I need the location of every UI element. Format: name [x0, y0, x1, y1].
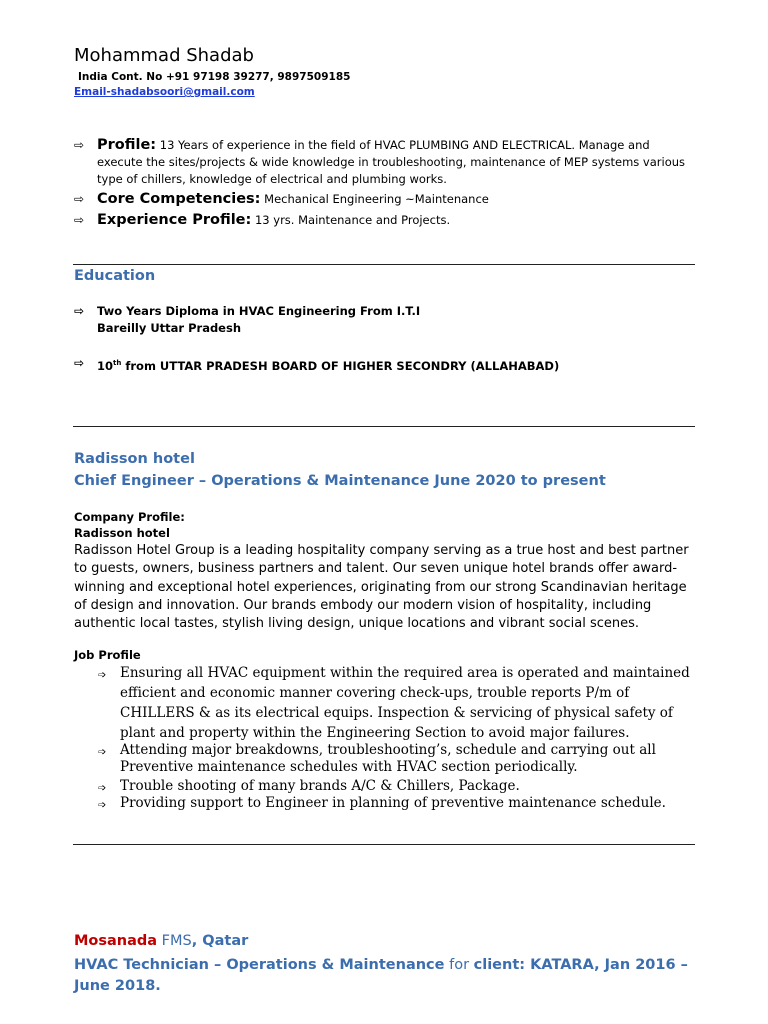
candidate-name: Mohammad Shadab: [74, 45, 254, 66]
arrow-bullet-icon: ⇨: [74, 356, 85, 370]
education-line: Bareilly Uttar Pradesh: [97, 321, 242, 335]
profile-label: Profile:: [97, 137, 157, 153]
company-name: Radisson hotel: [74, 526, 170, 540]
duty-text: Trouble shooting of many brands A/C & Chillers, Package.: [120, 778, 520, 794]
arrow-bullet-icon: ⇨: [74, 213, 85, 227]
arrow-bullet-icon: ⇨: [74, 304, 85, 318]
duty-text: Providing support to Engineer in planning of preventive maintenance schedule.: [120, 795, 666, 811]
experience-text: 13 yrs. Maintenance and Projects.: [254, 213, 451, 227]
education-heading: Education: [74, 268, 156, 284]
job1-title: Chief Engineer – Operations & Maintenance June 2020 to present: [74, 473, 606, 489]
core-competencies-text: Mechanical Engineering ~Maintenance: [264, 192, 489, 206]
experience-label: Experience Profile:: [97, 212, 252, 228]
education-board: from UTTAR PRADESH BOARD OF HIGHER SECONDRY (ALLAHABAD): [121, 358, 560, 373]
core-competencies-label: Core Competencies:: [97, 191, 261, 207]
job2-for: for: [444, 957, 474, 973]
job2-title: [74, 955, 694, 997]
summary-profile: [74, 137, 698, 188]
contact-number: India Cont. No +91 97198 39277, 9897509185: [78, 71, 351, 83]
job2-role: HVAC Technician – Operations & Maintenance: [74, 957, 445, 973]
duty-text: Ensuring all HVAC equipment within the required area is operated and maintained efficient and economic manner covering check-ups, trouble reports P/m of CHILLERS & as its electrical equips. Inspection & servicing of physical safety of plant and property within the Engineering Section to avoid major failures.: [120, 665, 690, 741]
job2-company: [74, 933, 248, 949]
email-link[interactable]: Email-shadabsoori@gmail.com: [74, 86, 255, 98]
arrow-bullet-icon: ➩: [98, 800, 107, 811]
arrow-bullet-icon: ➩: [98, 747, 107, 758]
company-profile-label: Company Profile:: [74, 510, 185, 524]
job2-company-rest: FMS: [157, 933, 192, 949]
divider: [73, 426, 695, 427]
duty-text: Attending major breakdowns, troubleshooting’s, schedule and carrying out all Preventive maintenance schedules with HVAC section periodically.: [120, 742, 656, 775]
education-grade-sup: th: [113, 359, 122, 367]
job2-client: client: KATARA, Jan 2016 – June 2018.: [74, 957, 688, 994]
education-item: [74, 355, 698, 375]
summary-experience: [74, 212, 698, 229]
divider: [73, 264, 695, 265]
divider: [73, 844, 695, 845]
job1-company: Radisson hotel: [74, 451, 195, 467]
education-item: [74, 303, 698, 337]
education-grade: 10: [97, 358, 114, 373]
education-line: Two Years Diploma in HVAC Engineering From I.T.I: [97, 304, 421, 318]
arrow-bullet-icon: ➩: [98, 670, 107, 681]
duty-item: [98, 795, 698, 812]
profile-text: 13 Years of experience in the field of HVAC PLUMBING AND ELECTRICAL. Manage and execute the sites/projects & wide knowledge in troubleshooting, maintenance of MEP systems various type of chillers, knowledge of electrical and plumbing works.: [97, 138, 686, 186]
duty-item: [98, 663, 698, 743]
job-profile-label: Job Profile: [74, 648, 141, 662]
arrow-bullet-icon: ⇨: [74, 192, 85, 206]
summary-core-competencies: [74, 191, 698, 208]
arrow-bullet-icon: ⇨: [74, 138, 85, 152]
job2-location: , Qatar: [191, 933, 249, 949]
duty-item: [98, 742, 698, 776]
job2-company-brand: Mosanada: [74, 933, 158, 949]
duty-item: [98, 778, 698, 795]
company-description: Radisson Hotel Group is a leading hospitality company serving as a true host and best partner to guests, owners, business partners and talent. Our seven unique hotel brands offer award-winning and exceptional hotel experiences, originating from our strong Scandinavian heritage of design and innovation. Our brands embody our modern vision of hospitality, including authentic local tastes, stylish living design, unique locations and vibrant social scenes.: [74, 543, 689, 632]
arrow-bullet-icon: ➩: [98, 783, 107, 794]
